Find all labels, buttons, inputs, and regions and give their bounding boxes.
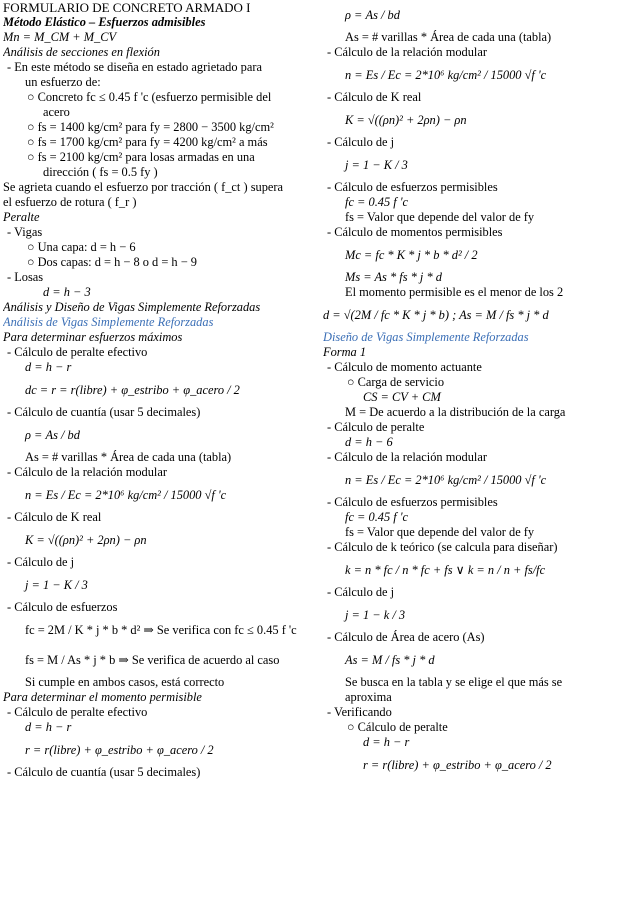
right-column <box>323 0 627 780</box>
right-line: - Cálculo de momentos permisibles <box>327 225 503 239</box>
right-line: d = h − 6 <box>345 435 393 449</box>
right-line: CS = CV + CM <box>363 390 441 404</box>
right-line: - Cálculo de la relación modular <box>327 450 487 464</box>
right-line: fs = Valor que depende del valor de fy <box>345 210 535 224</box>
left-line: un esfuerzo de: <box>25 75 101 89</box>
right-line: Mc = fc * K * j * b * d² / 2 <box>345 248 478 262</box>
left-line: K = √((ρn)² + 2ρn) − ρn <box>25 533 147 547</box>
left-line: - Cálculo de la relación modular <box>7 465 167 479</box>
left-line: acero <box>43 105 70 119</box>
right-line: ρ = As / bd <box>345 8 400 22</box>
right-line: n = Es / Ec = 2*10⁶ kg/cm² / 15000 √f 'c <box>345 473 547 487</box>
left-line: - En este método se diseña en estado agrietado para <box>7 60 262 74</box>
left-line: Análisis de Vigas Simplemente Reforzadas <box>3 315 214 329</box>
right-line: As = # varillas * Área de cada una (tabla) <box>345 30 552 44</box>
right-line: aproxima <box>345 690 392 704</box>
left-line: ○ fs = 1700 kg/cm² para fy = 4200 kg/cm² a más <box>27 135 268 149</box>
right-line: As = M / fs * j * d <box>345 653 435 667</box>
left-line: n = Es / Ec = 2*10⁶ kg/cm² / 15000 √f 'c <box>25 488 227 502</box>
left-line: ○ Dos capas: d = h − 8 o d = h − 9 <box>27 255 197 269</box>
right-line: - Cálculo de esfuerzos permisibles <box>327 180 498 194</box>
right-line: Se busca en la tabla y se elige el que más se <box>345 675 563 689</box>
right-line: El momento permisible es el menor de los 2 <box>345 285 564 299</box>
left-line: dirección ( fs = 0.5 fy ) <box>43 165 158 179</box>
left-line: r = r(libre) + φ_estribo + φ_acero / 2 <box>25 743 214 757</box>
right-line: j = 1 − k / 3 <box>345 608 406 622</box>
right-line: ○ Carga de servicio <box>347 375 445 389</box>
left-line: Para determinar el momento permisible <box>3 690 202 704</box>
left-line: - Cálculo de K real <box>7 510 102 524</box>
left-line: Peralte <box>3 210 40 224</box>
right-line: - Verificando <box>327 705 392 719</box>
right-line: - Cálculo de k teórico (se calcula para diseñar) <box>327 540 558 554</box>
right-line: - Cálculo de K real <box>327 90 422 104</box>
right-line: - Cálculo de esfuerzos permisibles <box>327 495 498 509</box>
right-line: Diseño de Vigas Simplemente Reforzadas <box>323 330 529 344</box>
right-line: - Cálculo de momento actuante <box>327 360 482 374</box>
right-line: Ms = As * fs * j * d <box>345 270 442 284</box>
right-line: K = √((ρn)² + 2ρn) − ρn <box>345 113 467 127</box>
right-line: d = h − r <box>363 735 410 749</box>
right-line: fs = Valor que depende del valor de fy <box>345 525 535 539</box>
left-line: As = # varillas * Área de cada una (tabla) <box>25 450 232 464</box>
right-line: fc = 0.45 f 'c <box>345 195 408 209</box>
left-column <box>3 0 315 780</box>
left-line: fc = 2M / K * j * b * d² ⇒ Se verifica con fc ≤ 0.45 f 'c <box>25 623 297 637</box>
right-line: fc = 0.45 f 'c <box>345 510 408 524</box>
left-line: Para determinar esfuerzos máximos <box>3 330 183 344</box>
right-line: ○ Cálculo de peralte <box>347 720 448 734</box>
left-line: Análisis de secciones en flexión <box>3 45 160 59</box>
left-line: ○ fs = 2100 kg/cm² para losas armadas en una <box>27 150 255 164</box>
left-line: ρ = As / bd <box>25 428 80 442</box>
left-line: j = 1 − K / 3 <box>25 578 88 592</box>
left-line: - Cálculo de cuantía (usar 5 decimales) <box>7 765 201 779</box>
left-line: - Cálculo de esfuerzos <box>7 600 118 614</box>
left-line: Si cumple en ambos casos, está correcto <box>25 675 225 689</box>
left-line: - Cálculo de j <box>7 555 75 569</box>
left-line: d = h − 3 <box>43 285 91 299</box>
left-line: Mn = M_CM + M_CV <box>3 30 117 44</box>
left-line: ○ Concreto fc ≤ 0.45 f 'c (esfuerzo permisible del <box>27 90 272 104</box>
left-line: el esfuerzo de rotura ( f_r ) <box>3 195 137 209</box>
right-line: M = De acuerdo a la distribución de la carga <box>345 405 566 419</box>
left-line: fs = M / As * j * b ⇒ Se verifica de acuerdo al caso <box>25 653 280 667</box>
right-line: - Cálculo de peralte <box>327 420 425 434</box>
left-line: - Losas <box>7 270 44 284</box>
right-line: r = r(libre) + φ_estribo + φ_acero / 2 <box>363 758 552 772</box>
left-line: ○ Una capa: d = h − 6 <box>27 240 136 254</box>
left-line: Se agrieta cuando el esfuerzo por tracción ( f_ct ) supera <box>3 180 284 194</box>
right-line: j = 1 − K / 3 <box>345 158 408 172</box>
right-line: - Cálculo de la relación modular <box>327 45 487 59</box>
right-line: - Cálculo de j <box>327 135 395 149</box>
right-line: k = n * fc / n * fc + fs ∨ k = n / n + fs/fc <box>345 563 546 577</box>
left-line: Análisis y Diseño de Vigas Simplemente Reforzadas <box>3 300 261 314</box>
right-line: Forma 1 <box>323 345 367 359</box>
left-line: FORMULARIO DE CONCRETO ARMADO I <box>3 0 251 15</box>
left-line: d = h − r <box>25 360 72 374</box>
left-line: - Cálculo de peralte efectivo <box>7 345 148 359</box>
right-line: n = Es / Ec = 2*10⁶ kg/cm² / 15000 √f 'c <box>345 68 547 82</box>
left-line: dc = r = r(libre) + φ_estribo + φ_acero / 2 <box>25 383 240 397</box>
left-line: d = h − r <box>25 720 72 734</box>
right-line: d = √(2M / fc * K * j * b) ; As = M / fs * j * d <box>323 308 549 322</box>
left-line: Método Elástico – Esfuerzos admisibles <box>3 15 206 29</box>
right-line: - Cálculo de j <box>327 585 395 599</box>
left-line: - Cálculo de peralte efectivo <box>7 705 148 719</box>
right-line: - Cálculo de Área de acero (As) <box>327 630 485 644</box>
left-line: ○ fs = 1400 kg/cm² para fy = 2800 − 3500 kg/cm² <box>27 120 274 134</box>
left-line: - Cálculo de cuantía (usar 5 decimales) <box>7 405 201 419</box>
left-line: - Vigas <box>7 225 43 239</box>
